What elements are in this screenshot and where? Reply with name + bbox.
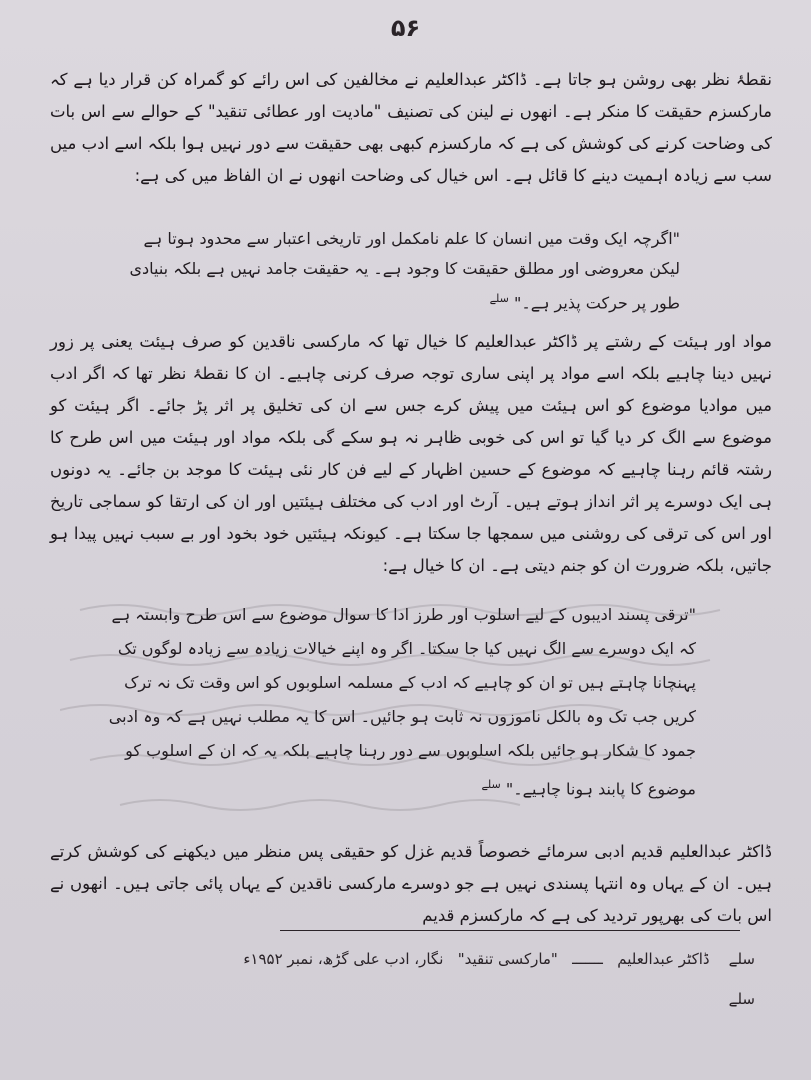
quote-text: "اگرچہ ایک وقت میں انسان کا علم نامکمل اور تاریخی اعتبار سے محدود ہوتا ہے لیکن معروضی اور مطلق حقیقت کا وجود ہے۔ یہ حقیقت جامد نہیں ہے بلکہ بنیادی طور پر حرکت پذیر ہے۔" — [129, 229, 680, 313]
footnote-1 — [155, 950, 755, 968]
paragraph-content-form: مواد اور ہیئت کے رشتے پر ڈاکٹر عبدالعلیم کا خیال تھا کہ مارکسی ناقدین کو صرف ہیئت یعنی پر زور نہیں دینا چاہیے بلکہ اسے مواد پر اپنی ساری توجہ صرف کرنی چاہیے۔ ان کا نقطۂ نظر تھا کہ اگر ادب میں موادیا موضوع کو اس ہیئت میں پیش کرے جس سے ان کی تخلیق پر اثر پڑ جائے۔ اگر ہیئت کو موضوع سے الگ کر دیا گیا تو اس کی خوبی ظاہر نہ ہو سکے گی بلکہ مواد اور ہیئت میں اس طرح کا رشتہ قائم رہنا چاہیے کہ موضوع کے حسین اظہار کے لیے فن کار نئی ہیئت کا موجد بن جائے۔ یہ دونوں ہی ایک دوسرے پر اثر انداز ہوتے ہیں۔ آرٹ اور ادب کی مختلف ہیئتیں اور ان کی ارتقا کو سماجی تاریخ اور اس کی ترقی کی روشنی میں سمجھا جا سکتا ہے۔ کیونکہ ہیئتیں خود بخود اور بے سبب نہیں پیدا ہو جاتیں، بلکہ ضرورت ان کو جنم دیتی ہے۔ ان کا خیال ہے: — [50, 332, 772, 575]
footnote-source: نگار، ادب علی گڑھ، نمبر ۱۹۵۲ء — [243, 950, 444, 968]
footnote-marker: سلے — [728, 990, 755, 1008]
bleed-through-texture — [60, 590, 750, 824]
paragraph-intro: نقطۂ نظر بھی روشن ہو جاتا ہے۔ ڈاکٹر عبدالعلیم نے مخالفین کی اس رائے کو گمراہ کن قرار دیا ہے کہ مارکسزم حقیقت کا منکر ہے۔ انھوں نے لینن کی تصنیف "مادیت اور عطائی تنقید" کے حوالے سے اس بات کی وضاحت کرنے کی کوشش کی ہے کہ مارکسزم کبھی بھی حقیقت سے دور نہیں ہوا بلکہ اسے ادب میں سب سے زیادہ اہمیت دینے کا قائل ہے۔ اس خیال کی وضاحت انھوں نے ان الفاظ میں کی ہے: — [50, 70, 772, 185]
bleed-through-strokes — [60, 590, 750, 820]
footnote-separator — [280, 930, 740, 931]
footnote-marker: سلے — [728, 950, 755, 968]
page-number: ۵۶ — [390, 14, 421, 42]
footnote-marker: سلے — [489, 292, 509, 305]
footnote-marker: سلے — [481, 778, 501, 791]
footnote-dash: ـــــــ — [572, 950, 603, 968]
paragraph-classical-poetry: ڈاکٹر عبدالعلیم قدیم ادبی سرمائے خصوصاً قدیم غزل کو حقیقی پس منظر میں دیکھنے کی کوشش کرتے ہیں۔ ان کے یہاں وہ انتہا پسندی نہیں ہے جو دوسرے مارکسی ناقدین کے یہاں پائی جاتی ہیں۔ انھوں نے اس بات کی بھرپور تردید کی ہے کہ مارکسزم قدیم — [50, 842, 772, 925]
footnote-author: ڈاکٹر عبدالعلیم — [617, 950, 710, 968]
footnote-2 — [655, 990, 755, 1008]
footnote-title: "مارکسی تنقید" — [457, 950, 558, 968]
quote-text: "ترقی پسند ادیبوں کے لیے اسلوب اور طرز ادا کا سوال موضوع سے اس طرح وابستہ ہے کہ ایک دوسرے سے الگ نہیں کیا جا سکتا۔ اگر وہ اپنے خیالات زیادہ سے زیادہ لوگوں تک پہنچانا چاہتے ہیں تو ان کو چاہیے کہ ادب کے مسلمہ اسلوبوں کو اس وقت تک نہ ترک کریں جب تک وہ بالکل ناموزوں نہ ثابت ہو جائیں۔ اس کا یہ مطلب نہیں ہے کہ وہ ادبی جمود کا شکار ہو جائیں بلکہ اسلوبوں سے دور رہنا چاہیے بلکہ یہ کہ ان کے اسلوب کو موضوع کا پابند ہونا چاہیے۔" — [108, 605, 696, 799]
block-quote-reality — [120, 224, 680, 318]
